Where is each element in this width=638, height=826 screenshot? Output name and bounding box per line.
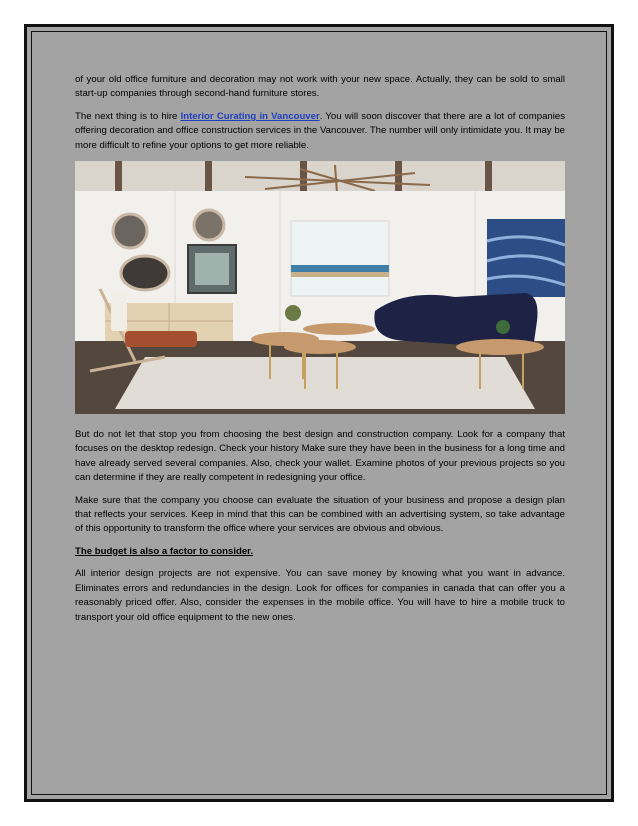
paragraph-5: All interior design projects are not expensive. You can save money by knowing what you want in advance. Eliminates errors and redundancies in the design. Look for offices for companies in canada that can offer you a reasonably priced offer. Also, consider the expenses in the mobile office. You will have to hire a mobile truck to transport your old office equipment to the new ones.: [75, 568, 565, 623]
document-body: [75, 73, 565, 633]
paragraph-2: [75, 110, 565, 153]
paragraph-3: But do not let that stop you from choosing the best design and construction company. Look for a company that focuses on the desktop redesign. Check your history Make sure they have been in the business for a long time and have already served several companies. Also, check your wallet. Examine photos of your previous projects so you can determine if they are really competent in redesigning your office.: [75, 429, 565, 484]
paragraph-4: Make sure that the company you choose can evaluate the situation of your business and propose a design plan that reflects your services. Keep in mind that this can be combined with an advertising system, so take advantage of this opportunity to transform the office where your services are obvious and obvious.: [75, 494, 565, 535]
budget-heading: The budget is also a factor to consider.: [75, 545, 254, 557]
office-interior-photo: [75, 161, 565, 414]
paragraph-2-before: The next thing is to hire: [75, 110, 181, 122]
paragraph-2-after: . You will soon discover that there are a lot of companies offering decoration and office construction services in the Vancouver. The number will only intimidate you. It may be more difficult to refine your options to get more reliable.: [75, 110, 566, 151]
interior-curating-link[interactable]: Interior Curating in Vancouver: [180, 110, 320, 122]
paragraph-1: of your old office furniture and decoration may not work with your new space. Actually, they can be sold to small start-up companies through second-hand furniture stores.: [75, 74, 565, 100]
